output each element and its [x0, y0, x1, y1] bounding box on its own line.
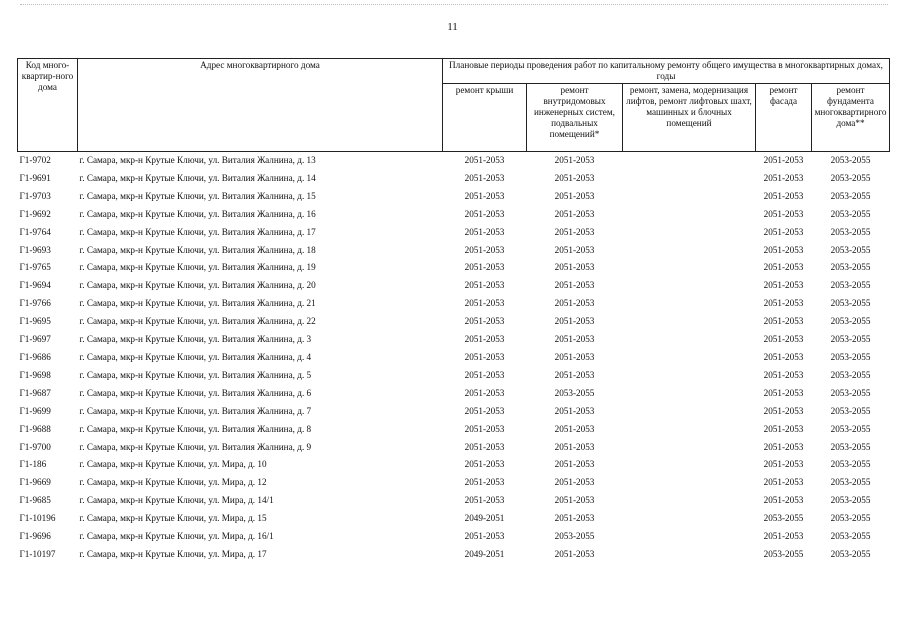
- cell-address: г. Самара, мкр-н Крутые Ключи, ул. Виталия Жалнина, д. 14: [79, 172, 316, 183]
- cell-foundation: 2053-2055: [830, 190, 871, 201]
- cell-facade: 2051-2053: [763, 387, 804, 398]
- cell-lifts: [623, 295, 756, 313]
- table-row: [18, 421, 890, 439]
- cell-systems: 2051-2053: [554, 441, 595, 452]
- cell-facade: 2051-2053: [763, 477, 804, 488]
- cell-address: г. Самара, мкр-н Крутые Ключи, ул. Виталия Жалнина, д. 8: [79, 423, 312, 434]
- cell-roof: 2049-2051: [464, 548, 505, 559]
- cell-address: г. Самара, мкр-н Крутые Ключи, ул. Виталия Жалнина, д. 15: [79, 190, 316, 201]
- cell-roof: 2051-2053: [464, 280, 505, 291]
- cell-facade: 2051-2053: [763, 351, 804, 362]
- cell-address: г. Самара, мкр-н Крутые Ключи, ул. Виталия Жалнина, д. 13: [79, 155, 316, 165]
- cell-systems: 2053-2055: [554, 387, 595, 398]
- table-row: [18, 259, 890, 277]
- cell-lifts: [623, 170, 756, 188]
- table-row: [18, 349, 890, 367]
- cell-foundation: 2053-2055: [830, 531, 871, 542]
- cell-systems: 2051-2053: [554, 405, 595, 416]
- cell-code: Г1-9687: [19, 387, 51, 398]
- header-address: Адрес многоквартирного дома: [78, 59, 443, 152]
- cell-foundation: 2053-2055: [830, 459, 871, 470]
- cell-systems: 2051-2053: [554, 334, 595, 345]
- table-row: [18, 152, 890, 170]
- cell-lifts: [623, 403, 756, 421]
- cell-code: Г1-9686: [19, 351, 51, 362]
- cell-code: Г1-9766: [19, 298, 51, 309]
- cell-address: г. Самара, мкр-н Крутые Ключи, ул. Виталия Жалнина, д. 3: [79, 334, 312, 345]
- table-row: [18, 439, 890, 457]
- cell-facade: 2051-2053: [763, 459, 804, 470]
- cell-roof: 2051-2053: [464, 155, 505, 165]
- cell-systems: 2051-2053: [554, 262, 595, 273]
- cell-address: г. Самара, мкр-н Крутые Ключи, ул. Мира, д. 17: [79, 548, 267, 559]
- cell-lifts: [623, 492, 756, 510]
- cell-roof: 2051-2053: [464, 477, 505, 488]
- cell-foundation: 2053-2055: [830, 155, 871, 165]
- cell-roof: 2051-2053: [464, 441, 505, 452]
- cell-lifts: [623, 224, 756, 242]
- cell-facade: 2051-2053: [763, 155, 804, 165]
- cell-foundation: 2053-2055: [830, 423, 871, 434]
- cell-code: Г1-9696: [19, 531, 51, 542]
- cell-facade: 2051-2053: [763, 208, 804, 219]
- table-row: [18, 403, 890, 421]
- table-row: [18, 295, 890, 313]
- header-facade: ремонт фасада: [756, 84, 812, 152]
- cell-facade: 2053-2055: [763, 548, 804, 559]
- cell-address: г. Самара, мкр-н Крутые Ключи, ул. Мира, д. 12: [79, 477, 267, 488]
- cell-roof: 2051-2053: [464, 190, 505, 201]
- cell-lifts: [623, 259, 756, 277]
- cell-lifts: [623, 528, 756, 546]
- cell-code: Г1-9693: [19, 244, 51, 255]
- cell-code: Г1-9765: [19, 262, 51, 273]
- cell-facade: 2051-2053: [763, 334, 804, 345]
- cell-facade: 2051-2053: [763, 244, 804, 255]
- cell-roof: 2051-2053: [464, 208, 505, 219]
- cell-code: Г1-9700: [19, 441, 51, 452]
- cell-facade: 2051-2053: [763, 298, 804, 309]
- cell-lifts: [623, 385, 756, 403]
- cell-roof: 2051-2053: [464, 423, 505, 434]
- cell-systems: 2051-2053: [554, 495, 595, 506]
- cell-foundation: 2053-2055: [830, 369, 871, 380]
- table-row: [18, 188, 890, 206]
- cell-roof: 2051-2053: [464, 262, 505, 273]
- cell-address: г. Самара, мкр-н Крутые Ключи, ул. Виталия Жалнина, д. 5: [79, 369, 312, 380]
- repair-schedule-table: [17, 58, 890, 564]
- cell-foundation: 2053-2055: [830, 513, 871, 524]
- cell-foundation: 2053-2055: [830, 351, 871, 362]
- table-body: [18, 152, 890, 564]
- cell-code: Г1-9688: [19, 423, 51, 434]
- cell-systems: 2051-2053: [554, 316, 595, 327]
- cell-systems: 2051-2053: [554, 298, 595, 309]
- cell-code: Г1-9694: [19, 280, 51, 291]
- top-dotted-rule: [20, 4, 888, 5]
- cell-address: г. Самара, мкр-н Крутые Ключи, ул. Виталия Жалнина, д. 4: [79, 351, 312, 362]
- cell-foundation: 2053-2055: [830, 244, 871, 255]
- cell-systems: 2053-2055: [554, 531, 595, 542]
- table-row: [18, 331, 890, 349]
- cell-foundation: 2053-2055: [830, 495, 871, 506]
- cell-code: Г1-9698: [19, 369, 51, 380]
- header-code: Код много-квартир-ного дома: [18, 59, 78, 152]
- cell-code: Г1-186: [19, 459, 47, 470]
- cell-facade: 2051-2053: [763, 369, 804, 380]
- cell-facade: 2051-2053: [763, 190, 804, 201]
- table-row: [18, 474, 890, 492]
- table-row: [18, 224, 890, 242]
- cell-code: Г1-9699: [19, 405, 51, 416]
- cell-facade: 2051-2053: [763, 441, 804, 452]
- cell-lifts: [623, 546, 756, 564]
- header-roof: ремонт крыши: [443, 84, 527, 152]
- cell-roof: 2051-2053: [464, 226, 505, 237]
- cell-foundation: 2053-2055: [830, 280, 871, 291]
- cell-facade: 2051-2053: [763, 423, 804, 434]
- cell-address: г. Самара, мкр-н Крутые Ключи, ул. Виталия Жалнина, д. 7: [79, 405, 312, 416]
- cell-facade: 2051-2053: [763, 226, 804, 237]
- cell-code: Г1-9702: [19, 155, 51, 165]
- cell-code: Г1-10196: [19, 513, 56, 524]
- cell-roof: 2051-2053: [464, 244, 505, 255]
- cell-roof: 2051-2053: [464, 316, 505, 327]
- cell-code: Г1-10197: [19, 548, 56, 559]
- cell-foundation: 2053-2055: [830, 316, 871, 327]
- cell-roof: 2051-2053: [464, 172, 505, 183]
- cell-systems: 2051-2053: [554, 244, 595, 255]
- cell-foundation: 2053-2055: [830, 298, 871, 309]
- table-row: [18, 313, 890, 331]
- cell-foundation: 2053-2055: [830, 548, 871, 559]
- header-lifts: ремонт, замена, модернизация лифтов, ремонт лифтовых шахт, машинных и блочных помещений: [623, 84, 756, 152]
- cell-address: г. Самара, мкр-н Крутые Ключи, ул. Виталия Жалнина, д. 19: [79, 262, 316, 273]
- cell-code: Г1-9669: [19, 477, 51, 488]
- table-row: [18, 367, 890, 385]
- cell-address: г. Самара, мкр-н Крутые Ключи, ул. Мира, д. 10: [79, 459, 267, 470]
- cell-lifts: [623, 277, 756, 295]
- cell-code: Г1-9695: [19, 316, 51, 327]
- cell-facade: 2051-2053: [763, 531, 804, 542]
- cell-lifts: [623, 367, 756, 385]
- cell-address: г. Самара, мкр-н Крутые Ключи, ул. Виталия Жалнина, д. 9: [79, 441, 312, 452]
- cell-foundation: 2053-2055: [830, 477, 871, 488]
- cell-systems: 2051-2053: [554, 280, 595, 291]
- table-row: [18, 206, 890, 224]
- cell-lifts: [623, 206, 756, 224]
- cell-facade: 2051-2053: [763, 262, 804, 273]
- table-row: [18, 510, 890, 528]
- cell-systems: 2051-2053: [554, 548, 595, 559]
- cell-lifts: [623, 439, 756, 457]
- cell-lifts: [623, 331, 756, 349]
- cell-systems: 2051-2053: [554, 459, 595, 470]
- cell-lifts: [623, 510, 756, 528]
- cell-address: г. Самара, мкр-н Крутые Ключи, ул. Виталия Жалнина, д. 22: [79, 316, 316, 327]
- header-systems: ремонт внутридомовых инженерных систем, подвальных помещений*: [527, 84, 623, 152]
- cell-address: г. Самара, мкр-н Крутые Ключи, ул. Виталия Жалнина, д. 6: [79, 387, 312, 398]
- cell-roof: 2051-2053: [464, 351, 505, 362]
- cell-facade: 2051-2053: [763, 280, 804, 291]
- table-row: [18, 277, 890, 295]
- cell-systems: 2051-2053: [554, 172, 595, 183]
- cell-systems: 2051-2053: [554, 477, 595, 488]
- cell-foundation: 2053-2055: [830, 208, 871, 219]
- cell-foundation: 2053-2055: [830, 387, 871, 398]
- cell-roof: 2051-2053: [464, 405, 505, 416]
- cell-foundation: 2053-2055: [830, 226, 871, 237]
- header-planned-periods: Плановые периоды проведения работ по капитальному ремонту общего имущества в многоквартирных домах, годы: [443, 59, 890, 84]
- cell-code: Г1-9697: [19, 334, 51, 345]
- cell-address: г. Самара, мкр-н Крутые Ключи, ул. Мира, д. 14/1: [79, 495, 274, 506]
- cell-code: Г1-9764: [19, 226, 51, 237]
- table-row: [18, 546, 890, 564]
- cell-roof: 2051-2053: [464, 495, 505, 506]
- cell-lifts: [623, 421, 756, 439]
- cell-lifts: [623, 242, 756, 260]
- cell-systems: 2051-2053: [554, 155, 595, 165]
- cell-roof: 2051-2053: [464, 531, 505, 542]
- cell-address: г. Самара, мкр-н Крутые Ключи, ул. Виталия Жалнина, д. 20: [79, 280, 316, 291]
- cell-roof: 2051-2053: [464, 334, 505, 345]
- cell-foundation: 2053-2055: [830, 405, 871, 416]
- cell-address: г. Самара, мкр-н Крутые Ключи, ул. Виталия Жалнина, д. 16: [79, 208, 316, 219]
- cell-lifts: [623, 474, 756, 492]
- cell-foundation: 2053-2055: [830, 262, 871, 273]
- table-row: [18, 242, 890, 260]
- cell-roof: 2051-2053: [464, 459, 505, 470]
- cell-facade: 2051-2053: [763, 316, 804, 327]
- cell-code: Г1-9691: [19, 172, 51, 183]
- cell-roof: 2051-2053: [464, 387, 505, 398]
- cell-systems: 2051-2053: [554, 190, 595, 201]
- cell-facade: 2051-2053: [763, 495, 804, 506]
- table-row: [18, 528, 890, 546]
- cell-systems: 2051-2053: [554, 208, 595, 219]
- cell-lifts: [623, 313, 756, 331]
- cell-roof: 2051-2053: [464, 369, 505, 380]
- table-row: [18, 492, 890, 510]
- cell-roof: 2049-2051: [464, 513, 505, 524]
- cell-foundation: 2053-2055: [830, 172, 871, 183]
- cell-lifts: [623, 456, 756, 474]
- cell-systems: 2051-2053: [554, 423, 595, 434]
- cell-address: г. Самара, мкр-н Крутые Ключи, ул. Виталия Жалнина, д. 18: [79, 244, 316, 255]
- cell-lifts: [623, 152, 756, 170]
- cell-address: г. Самара, мкр-н Крутые Ключи, ул. Виталия Жалнина, д. 21: [79, 298, 316, 309]
- cell-systems: 2051-2053: [554, 513, 595, 524]
- header-foundation: ремонт фундамента многоквартирного дома**: [812, 84, 890, 152]
- table-row: [18, 170, 890, 188]
- cell-systems: 2051-2053: [554, 226, 595, 237]
- cell-lifts: [623, 188, 756, 206]
- cell-code: Г1-9703: [19, 190, 51, 201]
- cell-code: Г1-9692: [19, 208, 51, 219]
- cell-facade: 2053-2055: [763, 513, 804, 524]
- cell-systems: 2051-2053: [554, 351, 595, 362]
- cell-facade: 2051-2053: [763, 172, 804, 183]
- cell-address: г. Самара, мкр-н Крутые Ключи, ул. Мира, д. 16/1: [79, 531, 274, 542]
- table-row: [18, 385, 890, 403]
- cell-foundation: 2053-2055: [830, 441, 871, 452]
- cell-facade: 2051-2053: [763, 405, 804, 416]
- cell-systems: 2051-2053: [554, 369, 595, 380]
- cell-address: г. Самара, мкр-н Крутые Ключи, ул. Мира, д. 15: [79, 513, 267, 524]
- table-row: [18, 456, 890, 474]
- cell-roof: 2051-2053: [464, 298, 505, 309]
- page-number: 11: [447, 21, 458, 33]
- cell-lifts: [623, 349, 756, 367]
- cell-address: г. Самара, мкр-н Крутые Ключи, ул. Виталия Жалнина, д. 17: [79, 226, 316, 237]
- cell-foundation: 2053-2055: [830, 334, 871, 345]
- cell-code: Г1-9685: [19, 495, 51, 506]
